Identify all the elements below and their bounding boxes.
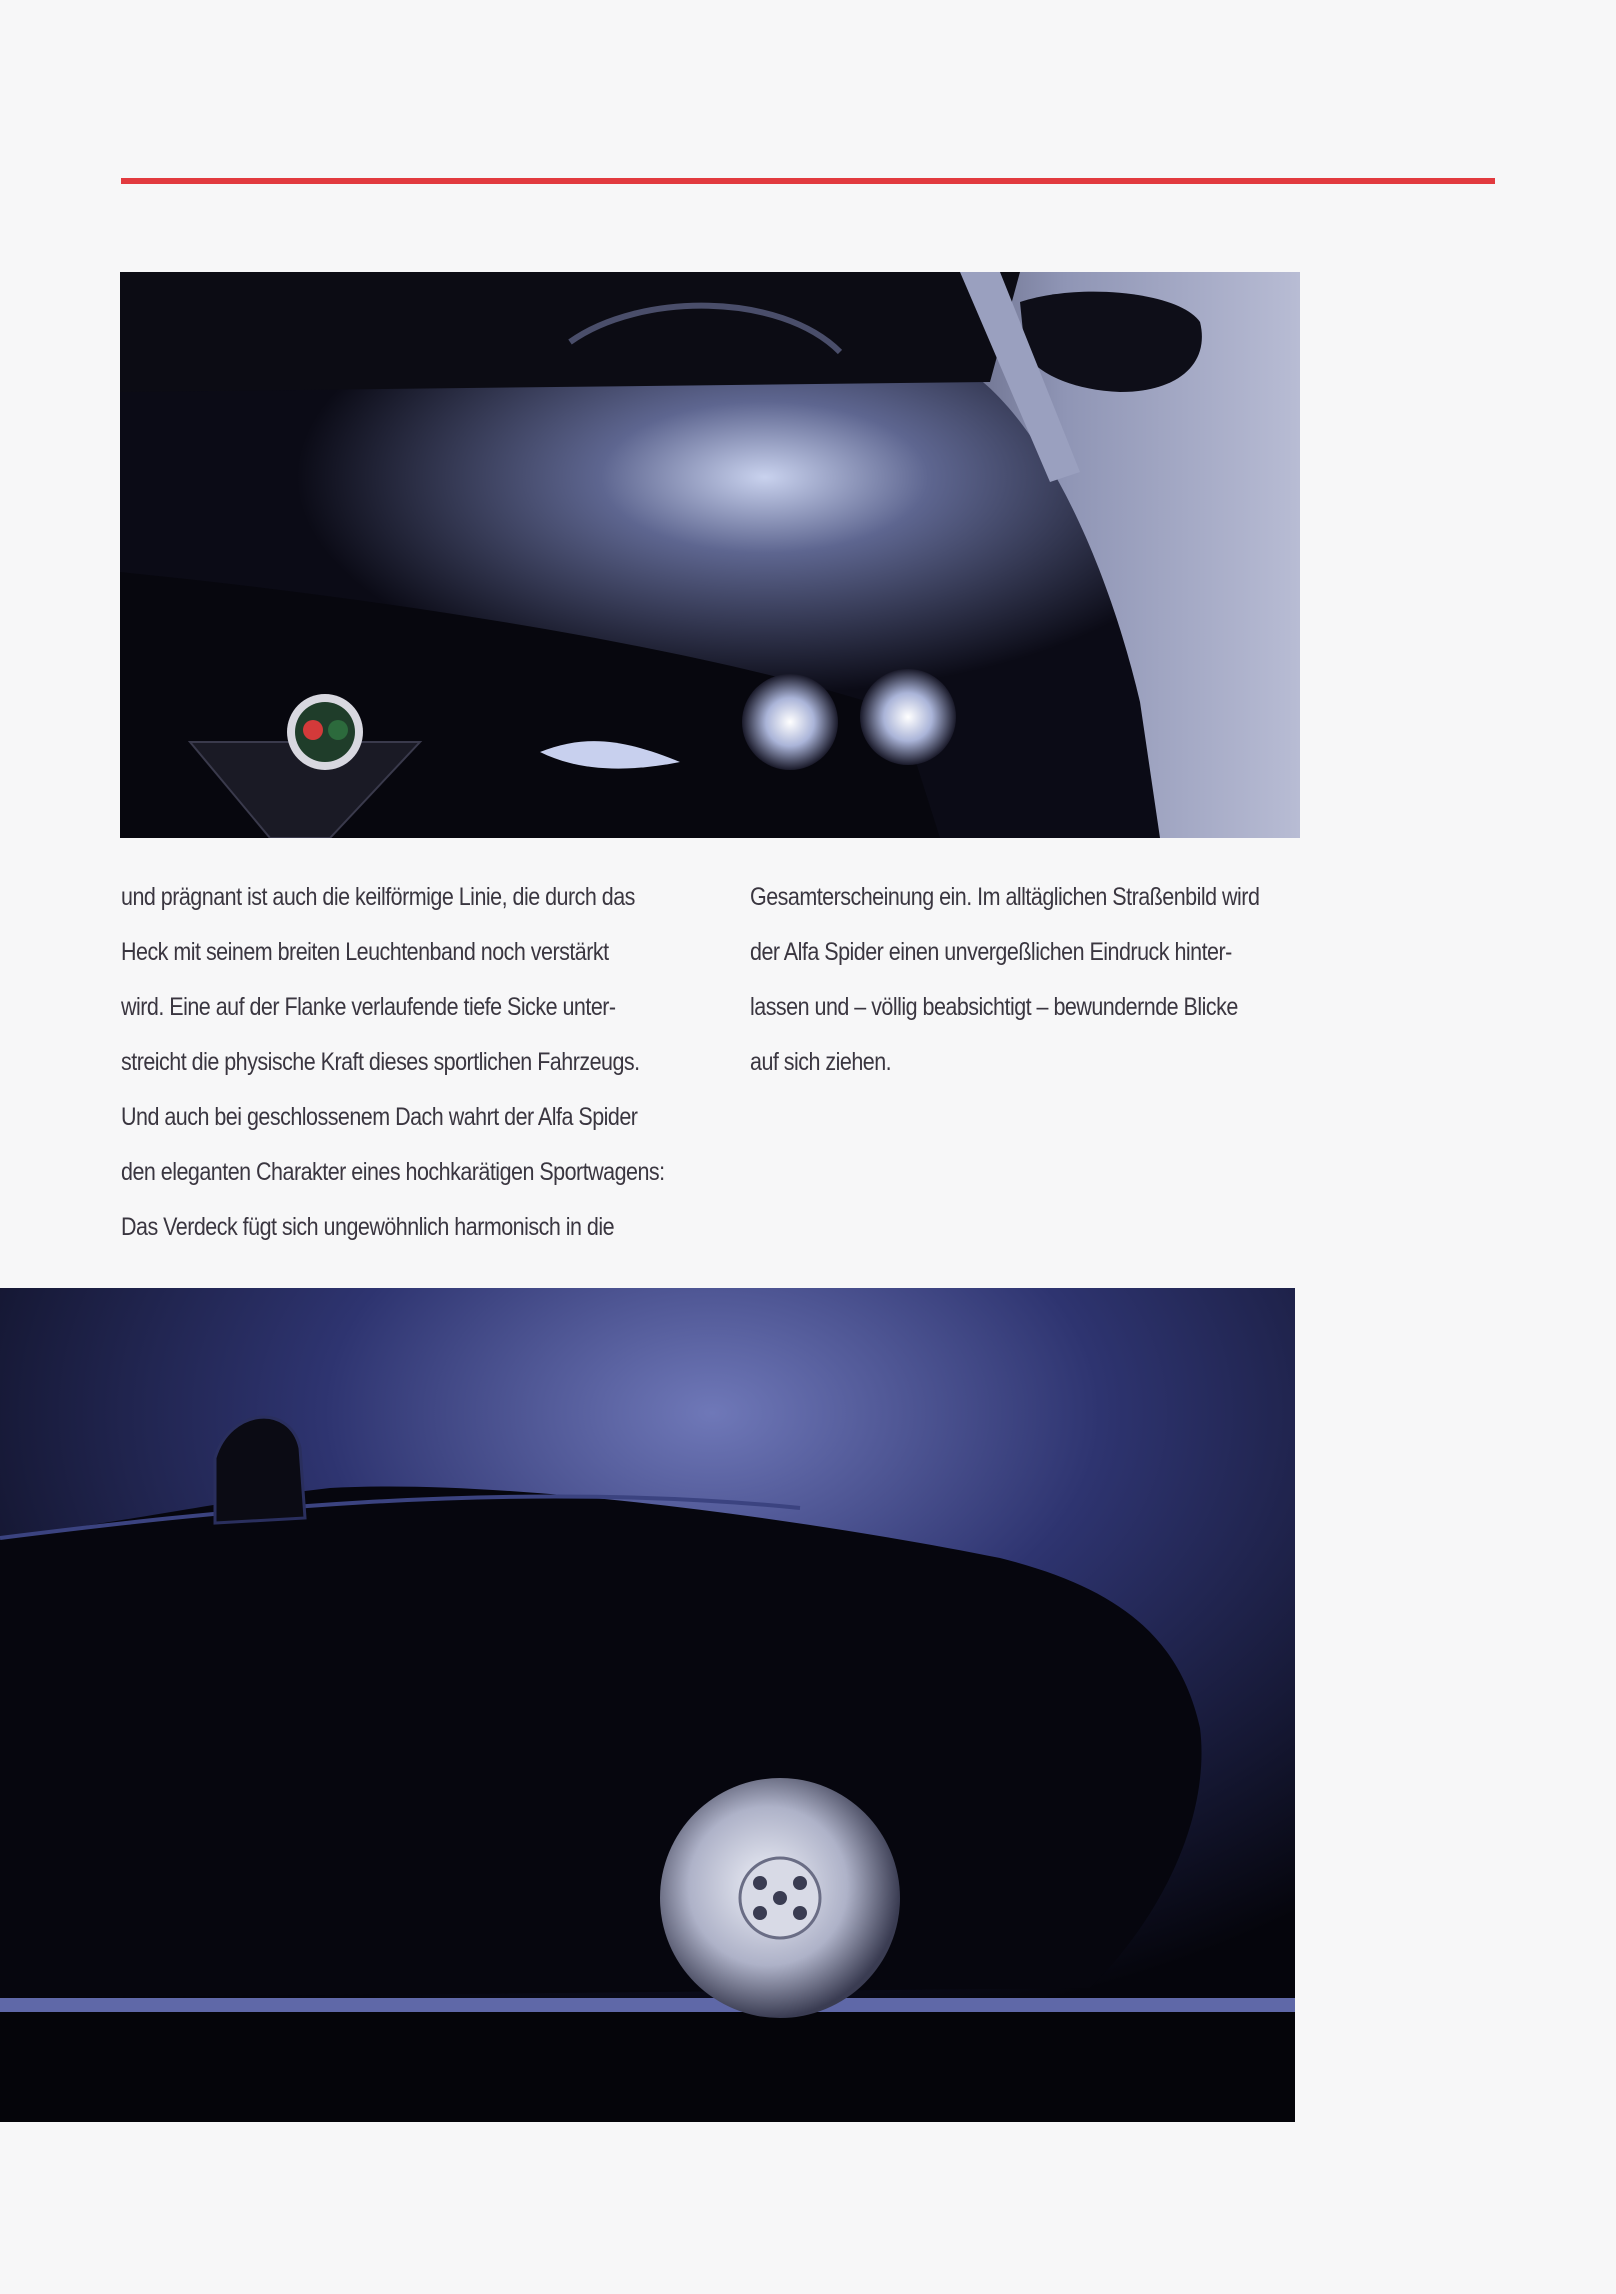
text-line: Das Verdeck fügt sich ungewöhnlich harmonisch in die bbox=[121, 1213, 615, 1241]
car-side-silhouette-icon bbox=[0, 1288, 1295, 2122]
text-line: streicht die physische Kraft dieses sportlichen Fahrzeugs. bbox=[121, 1048, 640, 1076]
text-line: und prägnant ist auch die keilförmige Linie, die durch das bbox=[121, 883, 635, 911]
header-red-rule bbox=[121, 178, 1495, 184]
text-line: auf sich ziehen. bbox=[750, 1048, 892, 1076]
body-text-left-column bbox=[121, 870, 665, 1255]
text-line: der Alfa Spider einen unvergeßlichen Eindruck hinter- bbox=[750, 938, 1232, 966]
text-line: wird. Eine auf der Flanke verlaufende tiefe Sicke unter- bbox=[121, 993, 616, 1021]
text-line: Und auch bei geschlossenem Dach wahrt der Alfa Spider bbox=[121, 1103, 638, 1131]
text-line: den eleganten Charakter eines hochkarätigen Sportwagens: bbox=[121, 1158, 665, 1186]
text-line: Heck mit seinem breiten Leuchtenband noch verstärkt bbox=[121, 938, 609, 966]
car-side-silhouette-photo bbox=[0, 1288, 1295, 2122]
text-line: lassen und – völlig beabsichtigt – bewundernde Blicke bbox=[750, 993, 1238, 1021]
body-text-right-column bbox=[750, 870, 1259, 1090]
text-line: Gesamterscheinung ein. Im alltäglichen Straßenbild wird bbox=[750, 883, 1260, 911]
car-front-detail-photo bbox=[120, 272, 1300, 838]
car-front-detail-icon bbox=[120, 272, 1300, 838]
